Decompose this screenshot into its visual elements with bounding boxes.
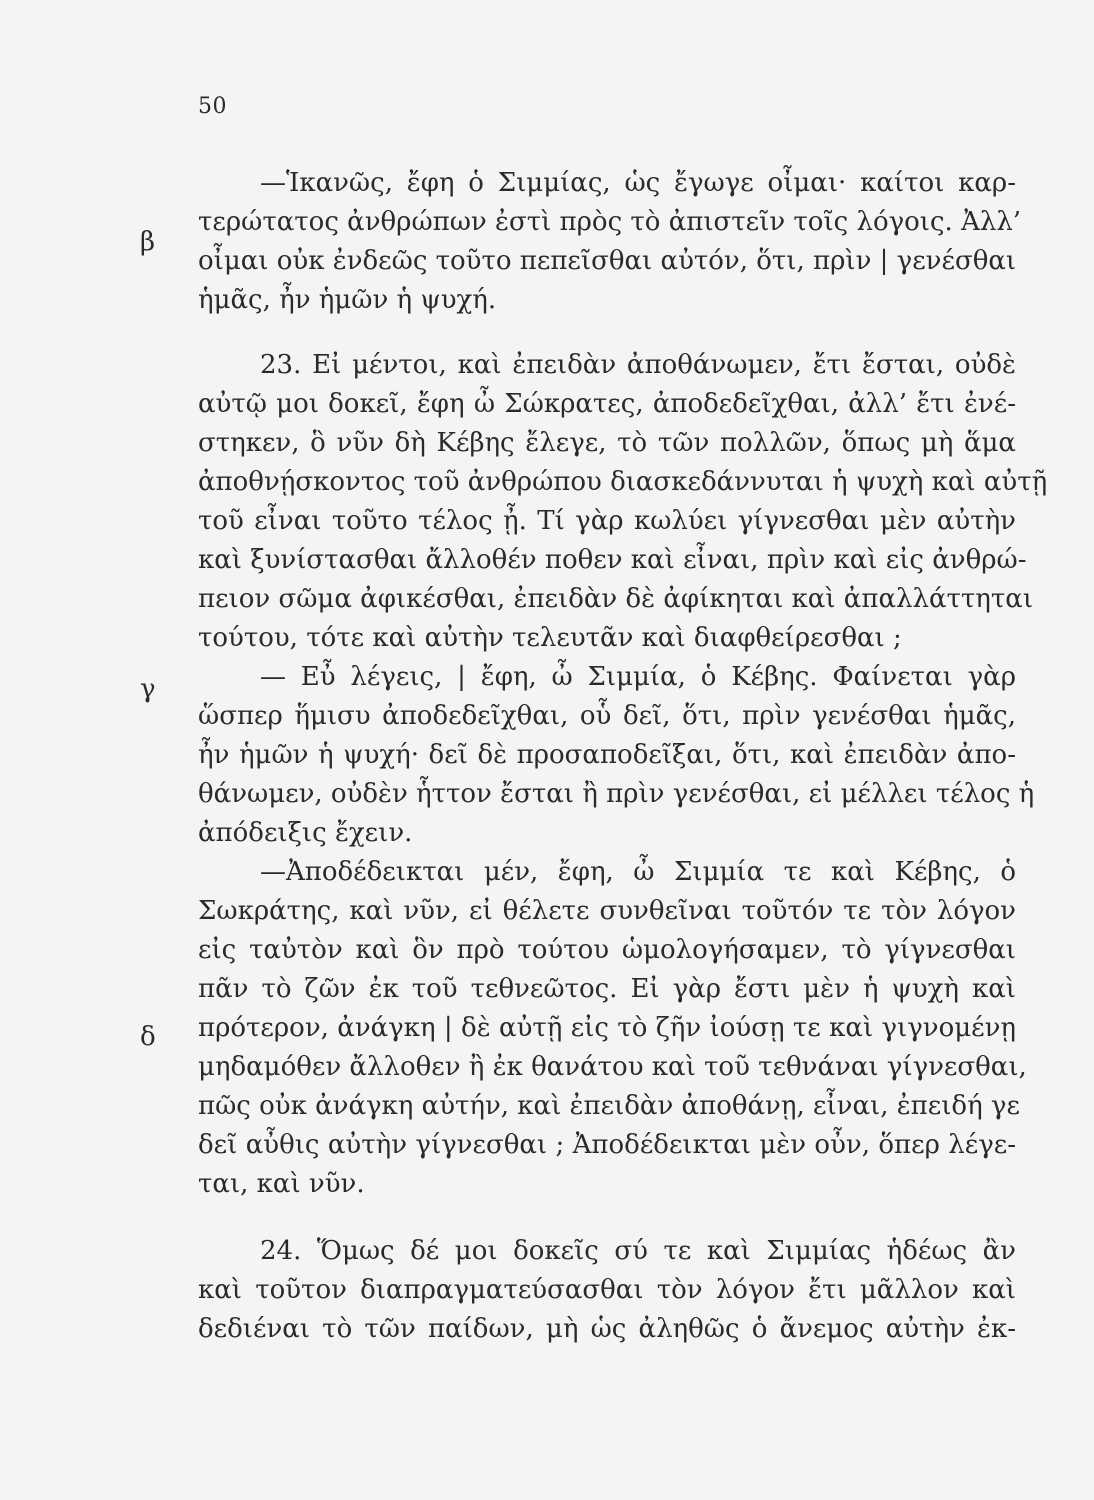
margin-letter-gamma: γ xyxy=(140,674,156,704)
text-line: καὶ ξυνίστασθαι ἄλλοθέν ποθεν καὶ εἶναι, πρὶν καὶ εἰς ἀνθρώ- xyxy=(198,545,1027,575)
page-number: 50 xyxy=(198,94,227,119)
text-line: εἰς ταὐτὸν καὶ ὃν πρὸ τούτου ὡμολογήσαμεν, τὸ γίγνεσθαι xyxy=(198,935,1016,965)
text-line: —Ἀποδέδεικται μέν, ἔφη, ὦ Σιμμία τε καὶ Κέβης, ὁ xyxy=(260,857,1016,887)
text-line: 24. Ὅμως δέ μοι δοκεῖς σύ τε καὶ Σιμμίας ἡδέως ἂν xyxy=(260,1236,1016,1266)
text-line: πῶς οὐκ ἀνάγκη αὐτήν, καὶ ἐπειδὰν ἀποθάνῃ, εἶναι, ἐπειδή γε xyxy=(198,1091,1020,1121)
text-line: δεῖ αὖθις αὐτὴν γίγνεσθαι ; Ἀποδέδεικται μὲν οὖν, ὅπερ λέγε- xyxy=(198,1130,1016,1160)
margin-letter-delta: δ xyxy=(140,1022,156,1052)
text-line: οἶμαι οὐκ ἐνδεῶς τοῦτο πεπεῖσθαι αὐτόν, ὅτι, πρὶν | γενέσθαι xyxy=(198,246,1017,276)
text-line: στηκεν, ὃ νῦν δὴ Κέβης ἔλεγε, τὸ τῶν πολλῶν, ὅπως μὴ ἅμα xyxy=(198,428,1016,458)
text-line: — Εὖ λέγεις, | ἔφη, ὦ Σιμμία, ὁ Κέβης. Φαίνεται γὰρ xyxy=(260,662,1016,692)
text-line: ἦν ἡμῶν ἡ ψυχή· δεῖ δὲ προσαποδεῖξαι, ὅτι, καὶ ἐπειδὰν ἀπο- xyxy=(198,740,1016,770)
text-line: τούτου, τότε καὶ αὐτὴν τελευτᾶν καὶ διαφθείρεσθαι ; xyxy=(198,623,902,653)
text-line: πειον σῶμα ἀφικέσθαι, ἐπειδὰν δὲ ἀφίκηται καὶ ἀπαλλάττηται xyxy=(198,584,1034,614)
text-line: θάνωμεν, οὐδὲν ἧττον ἔσται ἢ πρὶν γενέσθαι, εἰ μέλλει τέλος ἡ xyxy=(198,779,1035,809)
text-line: —Ἱκανῶς, ἔφη ὁ Σιμμίας, ὡς ἔγωγε οἶμαι· καίτοι καρ- xyxy=(260,168,1016,198)
text-line: 23. Εἰ μέντοι, καὶ ἐπειδὰν ἀποθάνωμεν, ἔτι ἔσται, οὐδὲ xyxy=(260,350,1016,380)
text-line: μηδαμόθεν ἄλλοθεν ἢ ἐκ θανάτου καὶ τοῦ τεθνάναι γίγνεσθαι, xyxy=(198,1052,1027,1082)
text-line: πρότερον, ἀνάγκη | δὲ αὐτῇ εἰς τὸ ζῆν ἰούσῃ τε καὶ γιγνομένῃ xyxy=(198,1013,1016,1043)
text-line: ται, καὶ νῦν. xyxy=(198,1169,365,1199)
text-line: ἀποθνῄσκοντος τοῦ ἀνθρώπου διασκεδάννυται ἡ ψυχὴ καὶ αὐτῇ xyxy=(198,467,1048,497)
text-line: ὥσπερ ἥμισυ ἀποδεδεῖχθαι, οὗ δεῖ, ὅτι, πρὶν γενέσθαι ἡμᾶς, xyxy=(198,701,1016,731)
text-line: πᾶν τὸ ζῶν ἐκ τοῦ τεθνεῶτος. Εἰ γὰρ ἔστι μὲν ἡ ψυχὴ καὶ xyxy=(198,974,1016,1004)
margin-letter-beta: β xyxy=(140,227,156,257)
text-line: δεδιέναι τὸ τῶν παίδων, μὴ ὡς ἀληθῶς ὁ ἄνεμος αὐτὴν ἐκ- xyxy=(198,1314,1016,1344)
text-line: ἡμᾶς, ἦν ἡμῶν ἡ ψυχή. xyxy=(198,285,497,315)
text-line: Σωκράτης, καὶ νῦν, εἰ θέλετε συνθεῖναι τοῦτόν τε τὸν λόγον xyxy=(198,896,1016,926)
text-line: ἀπόδειξις ἔχειν. xyxy=(198,818,413,848)
text-line: καὶ τοῦτον διαπραγματεύσασθαι τὸν λόγον ἔτι μᾶλλον καὶ xyxy=(198,1275,1016,1305)
text-line: τερώτατος ἀνθρώπων ἐστὶ πρὸς τὸ ἀπιστεῖν τοῖς λόγοις. Ἀλλ’ xyxy=(198,207,1022,237)
text-line: τοῦ εἶναι τοῦτο τέλος ᾖ. Τί γὰρ κωλύει γίγνεσθαι μὲν αὐτὴν xyxy=(198,506,1016,536)
text-line: αὐτῷ μοι δοκεῖ, ἔφη ὦ Σώκρατες, ἀποδεδεῖχθαι, ἀλλ’ ἔτι ἐνέ- xyxy=(198,389,1016,419)
